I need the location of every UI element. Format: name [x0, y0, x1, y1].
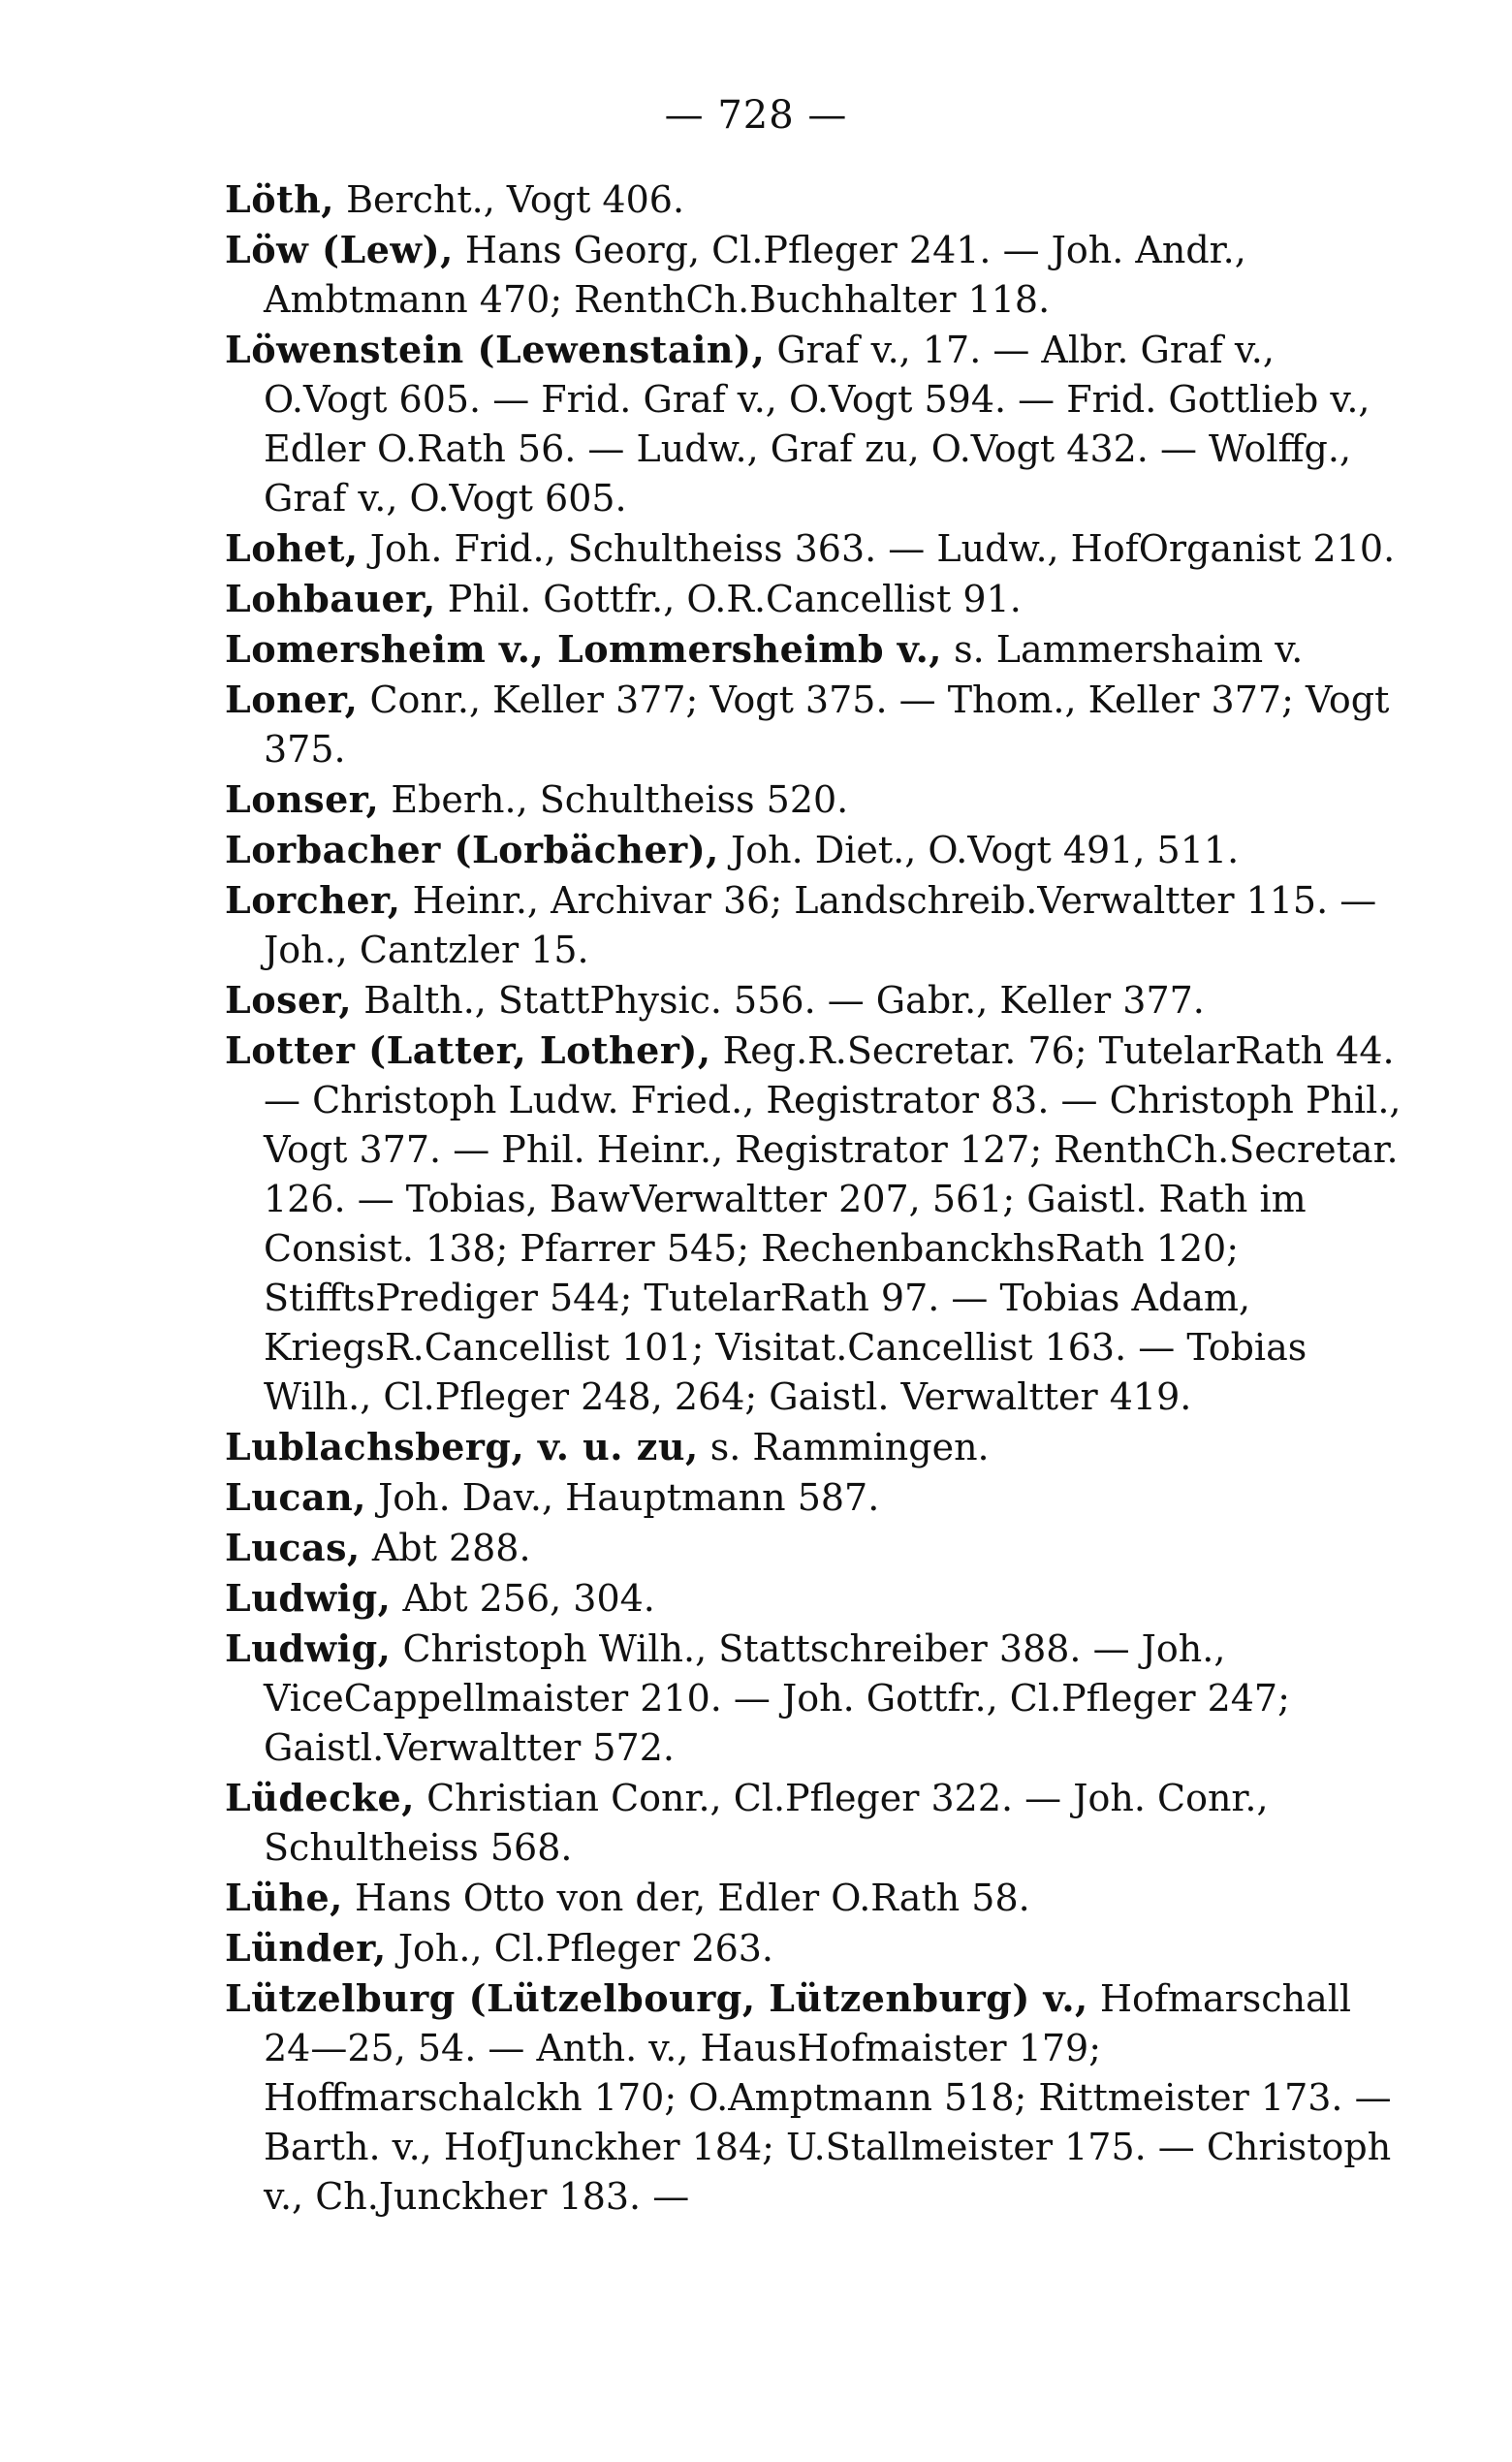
entry-text: Christoph Wilh., Stattschreiber 388. — Joh., ViceCappellmaister 210. — Joh. Gottfr., Cl.Pfleger 247; Gaistl.Verwaltter 572. [264, 1627, 1290, 1769]
entry-text: Conr., Keller 377; Vogt 375. — Thom., Keller 377; Vogt 375. [264, 679, 1390, 771]
register-entry [225, 1624, 1403, 1773]
register-entry [225, 1573, 1403, 1624]
entry-text: Graf v., 17. — Albr. Graf v., O.Vogt 605. — Frid. Graf v., O.Vogt 594. — Frid. Gottlieb v., Edler O.Rath 56. — Ludw., Graf zu, O.Vogt 432. — Wolffg., Graf v., O.Vogt 605. [264, 329, 1370, 520]
entry-text: Bercht., Vogt 406. [346, 178, 685, 221]
entry-headword: Lühe, [225, 1876, 343, 1919]
entry-headword: Lohbauer, [225, 577, 436, 620]
entry-headword: Lublachsberg, v. u. zu, [225, 1425, 699, 1468]
register-entry [225, 523, 1403, 574]
entry-text: Joh. Dav., Hauptmann 587. [378, 1476, 880, 1519]
entry-headword: Löwenstein (Lewenstain), [225, 328, 766, 371]
entry-headword: Ludwig, [225, 1626, 392, 1670]
register-entry [225, 875, 1403, 975]
register-entry [225, 1973, 1403, 2222]
entry-headword: Lohet, [225, 526, 359, 570]
entry-headword: Löw (Lew), [225, 228, 454, 271]
register-entry [225, 574, 1403, 624]
entry-headword: Lotter (Latter, Lother), [225, 1028, 711, 1072]
entry-headword: Löth, [225, 177, 334, 221]
entry-headword: Lorbacher (Lorbächer), [225, 828, 719, 871]
register-entry [225, 1773, 1403, 1873]
register-entry [225, 1523, 1403, 1573]
entry-text: Hans Georg, Cl.Pfleger 241. — Joh. Andr., Ambtmann 470; RenthCh.Buchhalter 118. [264, 229, 1246, 321]
register-entry [225, 975, 1403, 1026]
register-entry [225, 1422, 1403, 1472]
entry-text: Reg.R.Secretar. 76; TutelarRath 44. — Christoph Ludw. Fried., Registrator 83. — Christoph Phil., Vogt 377. — Phil. Heinr., Registrator 127; RenthCh.Secretar. 126. — Tobias, BawVerwaltter 207, 561; Gaistl. Rath im Consist. 138; Pfarrer 545; RechenbanckhsRath 120; StifftsPrediger 544; TutelarRath 97. — Tobias Adam, KriegsR.Cancellist 101; Visitat.Cancellist 163. — Tobias Wilh., Cl.Pfleger 248, 264; Gaistl. Verwaltter 419. [264, 1029, 1402, 1418]
register-entry [225, 325, 1403, 523]
register-entry [225, 1472, 1403, 1523]
entry-headword: Lünder, [225, 1926, 387, 1970]
entry-text: Joh. Frid., Schultheiss 363. — Ludw., HofOrganist 210. [369, 527, 1396, 570]
entry-text: Phil. Gottfr., O.R.Cancellist 91. [447, 578, 1022, 620]
entry-headword: Loner, [225, 678, 359, 721]
register-entry [225, 1026, 1403, 1422]
entry-headword: Lüdecke, [225, 1776, 415, 1819]
register-entry [225, 1873, 1403, 1923]
entry-text: Heinr., Archivar 36; Landschreib.Verwaltter 115. — Joh., Cantzler 15. [264, 879, 1377, 971]
entry-headword: Lucas, [225, 1526, 361, 1569]
entry-text: Hans Otto von der, Edler O.Rath 58. [354, 1877, 1030, 1919]
entry-text: s. Lammershaim v. [954, 628, 1304, 671]
entry-text: Hofmarschall 24—25, 54. — Anth. v., HausHofmaister 179; Hoffmarschalckh 170; O.Amptmann 518; Rittmeister 173. — Barth. v., HofJunckher 184; U.Stallmeister 175. — Christoph v., Ch.Junckher 183. — [264, 1977, 1392, 2218]
entry-text: Abt 256, 304. [402, 1577, 655, 1620]
entry-text: s. Rammingen. [709, 1426, 990, 1468]
register-entry-list [225, 174, 1403, 2222]
entry-headword: Ludwig, [225, 1576, 392, 1620]
entry-text: Balth., StattPhysic. 556. — Gabr., Keller 377. [363, 979, 1205, 1022]
register-entry [225, 675, 1403, 774]
entry-text: Joh. Diet., O.Vogt 491, 511. [731, 829, 1240, 871]
register-entry [225, 774, 1403, 825]
entry-headword: Loser, [225, 978, 353, 1022]
entry-headword: Lützelburg (Lützelbourg, Lützenburg) v., [225, 1976, 1088, 2020]
register-entry [225, 1923, 1403, 1973]
page-number: — 728 — [664, 93, 848, 138]
register-entry [225, 825, 1403, 875]
entry-headword: Lomersheim v., Lommersheimb v., [225, 627, 943, 671]
entry-text: Joh., Cl.Pfleger 263. [397, 1927, 774, 1970]
entry-headword: Lucan, [225, 1475, 366, 1519]
register-entry [225, 225, 1403, 325]
entry-text: Eberh., Schultheiss 520. [391, 778, 849, 821]
entry-text: Christian Conr., Cl.Pfleger 322. — Joh. Conr., Schultheiss 568. [264, 1777, 1269, 1869]
entry-headword: Lonser, [225, 777, 380, 821]
entry-headword: Lorcher, [225, 878, 401, 922]
entry-text: Abt 288. [371, 1527, 531, 1569]
register-entry [225, 624, 1403, 675]
register-entry [225, 174, 1403, 225]
